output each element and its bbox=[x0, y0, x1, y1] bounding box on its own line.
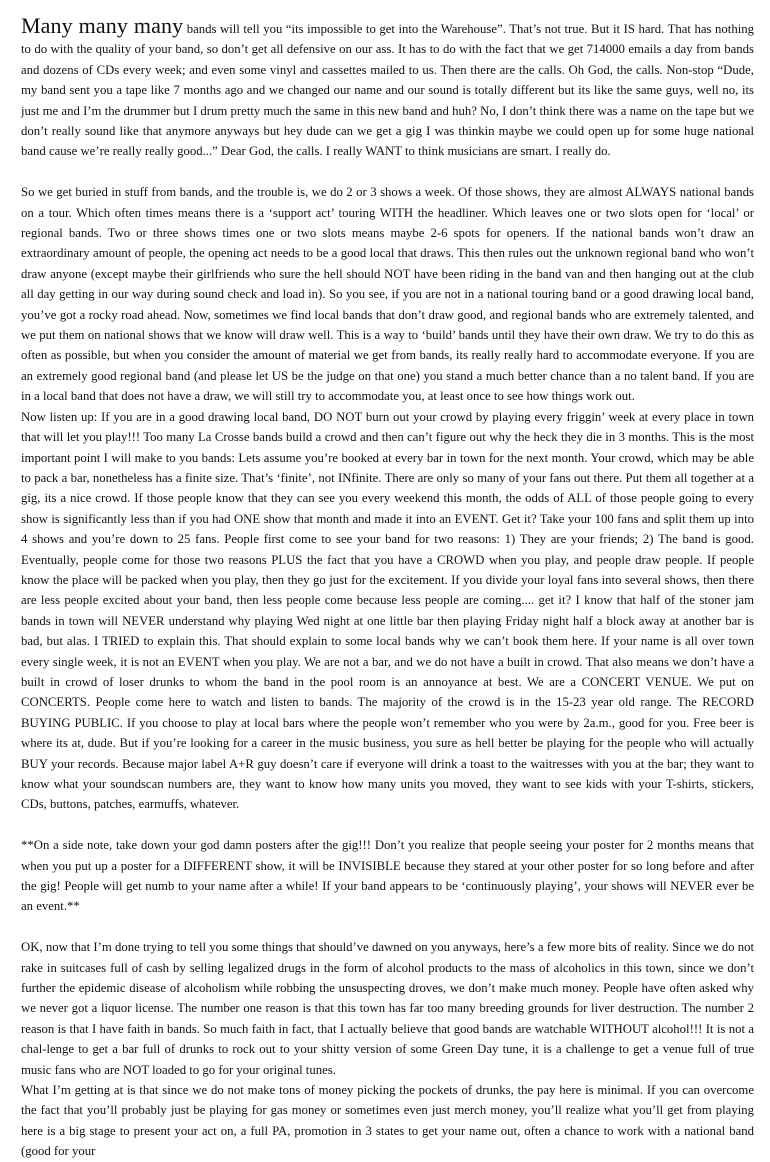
paragraph-side-note: **On a side note, take down your god damn posters after the gig!!! Don’t you realize that people seeing your poster for 2 months means that when you put up a poster for a DIFFERENT show, it will be INVISIBLE because they stared at your other poster for so long before and after the gig! People will get numb to your name after a while! If your band appears to be ‘continuously playing’, your shows will NEVER ever be an event.** bbox=[21, 838, 754, 914]
lead-words: Many many many bbox=[21, 13, 184, 38]
paragraph-pay: What I’m getting at is that since we do not make tons of money picking the pockets of drunks, the pay here is minimal. If you can overcome the fact that you’ll probably just be playing for gas money or sometimes even just merch money, you’ll realize what you’ll get from playing here is a big stage to present your act on, a full PA, promotion in 3 states to get your name out, often a chance to work with a national band (good for your bbox=[21, 1083, 754, 1159]
paragraph-intro bbox=[21, 13, 754, 162]
paragraph-reality: OK, now that I’m done trying to tell you some things that should’ve dawned on you anyways, here’s a few more bits of reality. Since we do not rake in suitcases full of cash by selling legalized drugs in the form of alcohol products to the mass of alcoholics in this town, since we don’t further the epidemic disease of alcoholism while robbing the unsuspecting droves, we don’t make much money. People have often asked why we never got a liquor license. The number one reason is that this town has far too many breeding grounds for liver destruction. The number 2 reason is that I have faith in bands. So much faith in fact, that I actually believe that good bands are watchable WITHOUT alcohol!!! It is not a chal-lenge to get a bar full of drunks to rock out to your shitty version of some Green Day tune, it is a challenge to get a venue full of true music fans who are NOT loaded to go for your original tunes. bbox=[21, 940, 754, 1077]
paragraph-booking: So we get buried in stuff from bands, and the trouble is, we do 2 or 3 shows a week. Of those shows, they are almost ALWAYS national bands on a tour. Which often times means there is a ‘support act’ touring WITH the headliner. Which leaves one or two slots open for ‘local’ or regional bands. Two or three shows times one or two slots means maybe 2-6 spots for openers. If the national bands won’t draw an extraordinary amount of people, the opening act needs to be a good local that draws. This then rules out the unknown regional band who won’t draw anyone (except maybe their girlfriends who sure the hell should NOT have been riding in the band van and then hanging out at the club all day getting in our way during sound check and load in). So you see, if you are not in a national touring band or a good drawing local band, you’ve got a rocky road ahead. Now, sometimes we find local bands that don’t draw good, and regional bands who are extremely talented, and we put them on national shows that we know will draw well. This is a way to ‘build’ bands until they have their own draw. We try to do this as often as possible, but when you consider the amount of material we get from bands, its really really hard to accommodate everyone. If you are an extremely good regional band (and please let US be the judge on that one) you stand a much better chance than a no talent band. If you are in a local band that does not have a draw, we will still try to accommodate you, at least once to see how things work out. bbox=[21, 185, 754, 404]
paragraph-listen-up: Now listen up: If you are in a good drawing local band, DO NOT burn out your crowd by playing every friggin’ week at every place in town that will let you play!!! Too many La Crosse bands build a crowd and then can’t figure out why the heck they die in 3 months. This is the most important point I will make to you bands: Lets assume you’re booked at every bar in town for the next month. Your crowd, which may be able to pack a bar, nonetheless has a finite size. That’s ‘finite’, not INfinite. There are only so many of your fans out there. Put them all together at a gig, its a nice crowd. If those people know that they can see you every weekend this month, the odds of ALL of those people going to every show is significantly less than if you had ONE show that month and made it into an EVENT. Get it? Take your 100 fans and split them up into 4 shows and you’re down to 25 fans. People first come to see your band for two reasons: 1) They are your friends; 2) The band is good. Eventually, people come for those two reasons PLUS the fact that you have a CROWD when you play, and people draw people. If people know the place will be packed when you play, then they go just for the excitement. If you divide your loyal fans into several shows, then there are less people excited about your band, then less people come because less people are coming.... get it? I know that half of the stoner jam bands in town will NEVER understand why playing Wed night at one little bar then playing Friday night half a block away at another bar is bad, but alas. I TRIED to explain this. That should explain to some local bands why we can’t book them here. If your name is all over town every single week, it is not an EVENT when you play. We are not a bar, and we do not have a built in crowd. That also means we don’t have a built in crowd of loser drunks to whom the band in the pool room is an annoyance at best. We are a CONCERT VENUE. We put on CONCERTS. People come here to watch and listen to bands. The majority of the crowd is in the 15-23 year old range. The RECORD BUYING PUBLIC. If you choose to play at local bars where the people won’t remember who you were by 2a.m., good for you. Free beer is where its at, dude. But if you’re looking for a career in the music business, you sure as hell better be playing for the people who will actually BUY your records. Because major label A+R guy doesn’t care if everyone will drink a toast to the waitresses with you at the bar; they want to know what your soundscan numbers are, they want to know how many units you moved, they want to see kids with your T-shirts, stickers, CDs, buttons, patches, earmuffs, whatever. bbox=[21, 409, 754, 812]
paragraph-intro-text: bands will tell you “its impossible to get into the Warehouse”. That’s not true. But it IS hard. That has nothing to do with the quality of your band, so don’t get all defensive on our ass. It has to do with the fact that we get 714000 emails a day from bands and dozens of CDs every week; and even some vinyl and cassettes mailed to us. Then there are the calls. Oh God, the calls. Non-stop “Dude, my band sent you a tape like 7 months ago and we changed our name and our sound is totally different but its like the same guys, well no, its just me and I’m the drummer but I drum pretty much the same in this new band and huh? No, I don’t think there was a name on the tape but we don’t really sound like that anymore anyways but hey dude can we get a gig I was thinkin maybe we could open up for some huge national band cause we’re really really good...” Dear God, the calls. I really WANT to think musicians are smart. I really do. bbox=[21, 22, 754, 159]
